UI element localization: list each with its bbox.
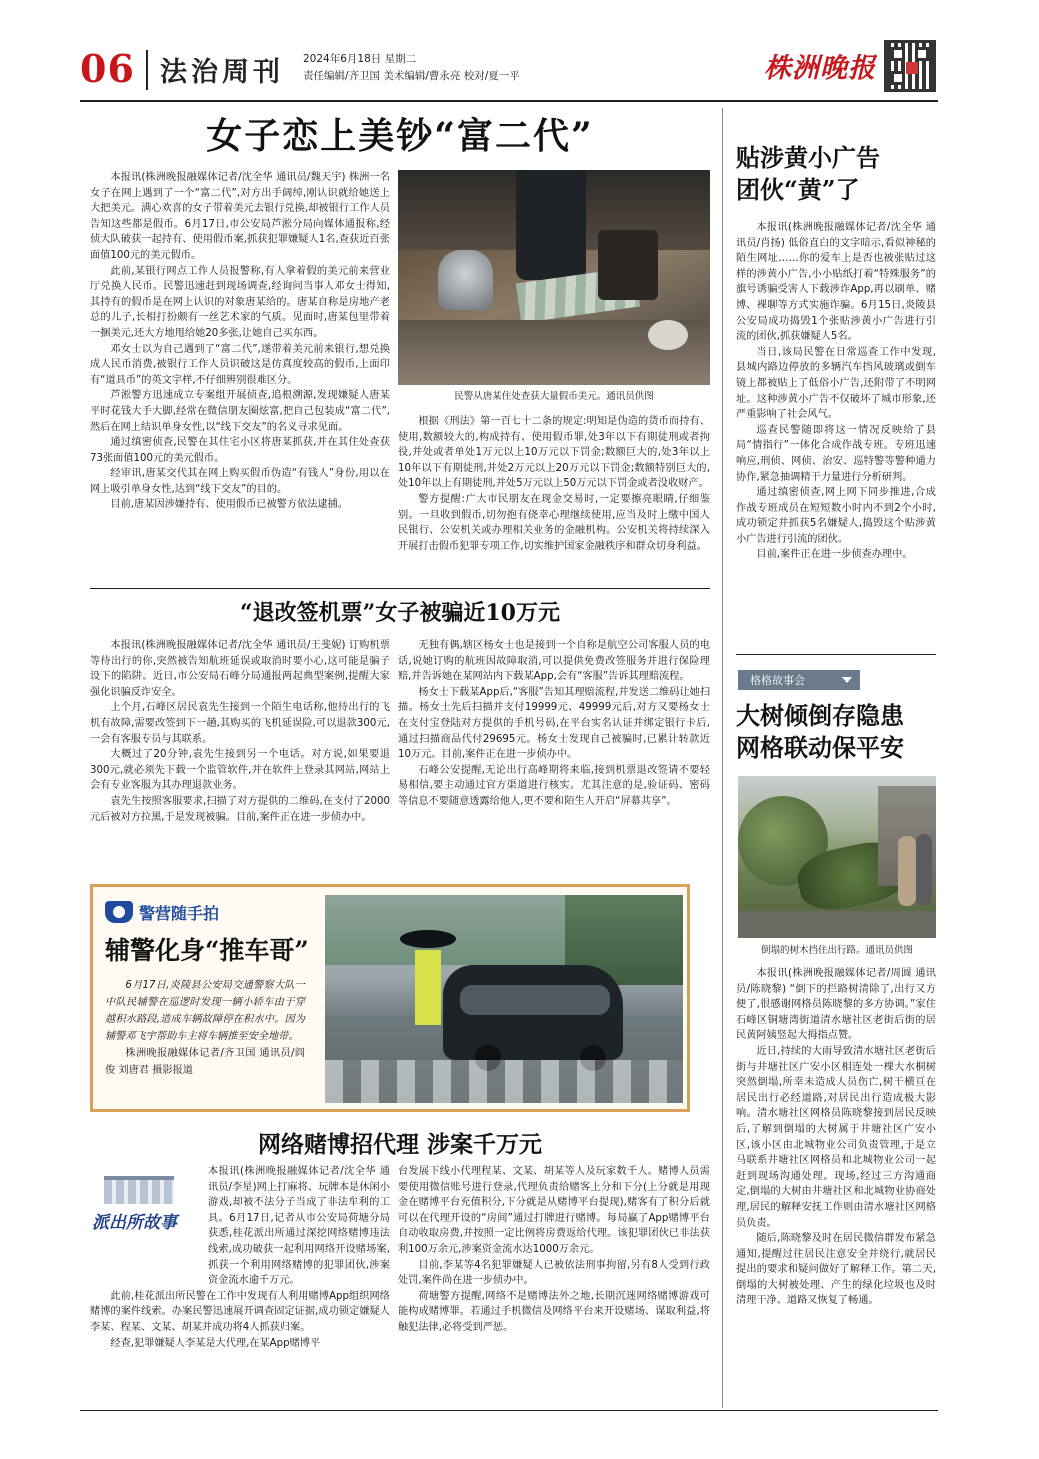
police-box-text — [105, 977, 305, 1079]
article5-paragraph: 近日,持续的大雨导致清水塘社区老街后街与井塘社区广安小区相连处一棵大水桐树突然倒塌,所幸未造成人员伤亡,树干横亘在居民出行必经道路,对居民出行造成极大影响。清水塘社区网格员陈晓黎接到居民反映后,了解到倒塌的大树属于井塘社区广安小区,该小区由北城物业公司负责管理,于是立马联系井塘社区网格员和北城物业公司一起赶到现场沟通处理。现场,经过三方沟通商定,倒塌的大树由井塘社区和北城物业协商处理,居民的解释安抚工作则由清水塘社区网格员负责。 — [736, 1045, 936, 1229]
article1-photo-caption: 民警从唐某住处查获大量假币美元。通讯员供图 — [454, 391, 654, 402]
article2-col2 — [398, 638, 710, 810]
article3-col2 — [398, 1164, 710, 1336]
article2-paragraph: 袁先生按照客服要求,扫描了对方提供的二维码,在支付了2000元后被对方拉黑,于是发现被骗。目前,案件正在进一步侦办中。 — [90, 795, 390, 823]
article2-paragraph: 石峰公安提醒,无论出行高峰期将来临,接到机票退改签请不要轻易相信,要主动通过官方渠道进行核实。尤其注意的是,验证码、密码等信息不要随意透露给他人,更不要和陌生人开启“屏幕共享”。 — [398, 764, 710, 807]
article4-title-line1: 贴涉黄小广告 — [736, 143, 880, 172]
article3-paragraph: 台发展下线小代理程某、文某、胡某等人及玩家数千人。赌博人员需要使用微信账号进行登录,代理负责给赌客上分和下分(上分就是用现金在赌博平台充值积分,下分就是从赌博平台提现),赌客有了积分后就可以在代理开设的“房间”通过打牌进行赌博。每局赢了App赌博平台自动收取房费,并按照一定比例将房费返给代理。该犯罪团伙已非法获利100万余元,涉案资金流水达1000万余元。 — [398, 1166, 710, 1255]
article1-title: 女子恋上美钞“富二代” — [206, 115, 594, 157]
article3-paragraph: 经查,犯罪嫌疑人李某是大代理,在某App赌博平 — [110, 1337, 321, 1349]
column-logo-text: 派出所故事 — [92, 1213, 177, 1233]
police-badge — [105, 899, 245, 925]
article1-paragraph: 经审讯,唐某交代其在网上购买假币伪造“有钱人”身份,用以在网上吸引单身女性,达到“线下交友”的目的。 — [90, 468, 390, 495]
article4-paragraph: 目前,案件正在进一步侦查办理中。 — [756, 549, 913, 561]
qr-code — [884, 40, 936, 92]
article2-title: “退改签机票”女子被骗近10万元 — [240, 600, 560, 626]
article4-paragraph: 巡查民警随即将这一情况反映给了县局“情指行”一体化合成作战专班。专班迅速响应,刑侦、网侦、治安、巡特警等警种通力协作,紧急抽调精干力量进行分析研判。 — [736, 424, 936, 483]
article1-photo — [398, 170, 710, 385]
article2-paragraph: 大概过了20分钟,袁先生接到另一个电话。对方说,如果要退300元,就必须先下载一个监管软件,并在软件上登录其网站,网站上会有专业客服为其办理退款业务。 — [90, 749, 390, 792]
footer-rule — [80, 1410, 938, 1411]
article4-rule — [736, 654, 936, 655]
grid-story-tag — [738, 670, 860, 690]
article1-paragraph: 警方提醒:广大市民朋友在现金交易时,一定要擦亮眼睛,仔细鉴别。一旦收到假币,切勿抱有侥幸心理继续使用,应当及时上缴中国人民银行、公安机关或办理相关业务的金融机构。公安机关将持续深入开展打击假币犯罪专项工作,切实维护国家金融秩序和群众切身利益。 — [398, 493, 710, 552]
article2-paragraph: 无独有偶,辖区杨女士也是接到一个自称是航空公司客服人员的电话,说她订购的航班因故障取消,可以提供免费改签服务并进行保险理赔,并告诉她在某网站内下载某App,会有“客服”告诉其理赔流程。 — [398, 640, 710, 683]
police-photo — [325, 895, 683, 1103]
article2-paragraph: 本报讯(株洲晚报融媒体记者/沈全华 通讯员/王斐妮) 订购机票等待出行的你,突然被告知航班延误或取消时要小心,这可能是骗子设下的陷阱。近日,市公安局石峰分局通报两起典型案例,提醒大家强化识骗反诈安全。 — [90, 640, 390, 698]
article5-title-line1: 大树倾倒存隐患 — [736, 701, 904, 730]
article5-photo-caption: 倒塌的树木挡住出行路。通讯员供图 — [760, 945, 913, 956]
police-photo-box — [90, 884, 690, 1112]
article4-paragraph: 本报讯(株洲晚报融媒体记者/沈全华 通讯员/肖扬) 低俗直白的文字暗示,看似神秘的陌生网址……你的爱车上是否也被张贴过这样的涉黄小广告,小小贴纸打着“特殊服务”的旗号诱骗受害人下载涉诈App,再以刷单、赌博、裸聊等方式实施诈骗。6月15日,炎陵县公安局成功捣毁1个张贴涉黄小广告进行引流的团伙,抓获嫌疑人5名。 — [736, 222, 936, 343]
article5-paragraph: 随后,陈晓黎及时在居民微信群发布紧急通知,提醒过往居民注意安全并绕行,就居民提出的要求和疑问做好了解释工作。第二天,倒塌的大树被处理、产生的绿化垃圾也及时清理干净、道路又恢复了畅通。 — [736, 1233, 936, 1307]
article1-paragraph: 此前,某银行网点工作人员报警称,有人拿着假的美元前来营业厅兑换人民币。民警迅速赶到现场调查,经询问当事人邓女士得知,其持有的假币是在网上认识的对象唐某给的。唐某自称是房地产老总的儿子,长相打扮颇有一丝艺术家的气质。见面时,唐某包里带着一捆美元,还大方地甩给她20多张,让她自己买东西。 — [90, 265, 390, 339]
article5-title — [736, 700, 936, 764]
page-number: 06 — [80, 46, 135, 91]
article1-paragraph: 芦淞警方迅速成立专案组开展侦查,追根溯源,发现嫌疑人唐某平时花钱大手大脚,经常在微信朋友圈炫富,把自己包装成“富二代”,然后在网上结识单身女性,以“线下交友”的名义寻求见面。 — [90, 390, 390, 433]
article4-paragraph: 当日,该局民警在日常巡查工作中发现,县城内路边停放的多辆汽车挡风玻璃或倒车镜上都被贴上了低俗小广告,还附带了不明网址。这种涉黄小广告不仅破坏了城市形象,还严重影响了社会风气。 — [736, 346, 936, 421]
article1-col2 — [398, 414, 710, 554]
section-title: 法治周刊 — [160, 57, 284, 88]
masthead-logo: 株洲晚报 — [764, 53, 876, 84]
article1-paragraph: 邓女士以为自己遇到了“富二代”,遂带着美元前来银行,想兑换成人民币消费,被银行工作人员识破这是仿真度较高的假币,上面印有“道具币”的英文字样,不仔细辨别很难区分。 — [90, 343, 390, 386]
article4-body — [736, 220, 936, 563]
article1-col1 — [90, 170, 390, 513]
article5-paragraph: 本报讯(株洲晚报融媒体记者/周圆 通讯员/陈晓黎) “倒下的拦路树清除了,出行又方便了,很感谢网格员陈晓黎的多方协调。”家住石峰区铜塘湾街道清水塘社区老街后街的居民黄阿姨竖起大拇指点赞。 — [736, 968, 936, 1042]
article3-title: 网络赌博招代理 涉案千万元 — [257, 1131, 542, 1158]
right-column-divider — [722, 108, 723, 1408]
article3-paragraph: 荷塘警方提醒,网络不是赌博法外之地,长期沉迷网络赌博游戏可能构成赌博罪。若通过手机微信及网络平台来开设赌场、谋取利益,将触犯法律,必将受到严惩。 — [398, 1290, 710, 1333]
article1-paragraph: 根据《刑法》第一百七十二条的规定:明知是伪造的货币而持有、使用,数额较大的,构成持有、使用假币罪,处3年以下有期徒刑或者拘役,并处或者单处1万元以上10万元以下罚金;数额巨大的,处3年以上10年以下有期徒刑,并处2万元以上20万元以下罚金;数额特别巨大的,处10年以上有期徒刑,并处5万元以上50万元以下罚金或者没收财产。 — [398, 416, 710, 490]
police-badge-label: 警营随手拍 — [139, 903, 220, 923]
article1-paragraph: 目前,唐某因涉嫌持有、使用假币已被警方依法逮捕。 — [110, 499, 348, 511]
article2-col1 — [90, 638, 390, 825]
police-box-paragraph: 6月17日,炎陵县公安局交通警察大队一中队民辅警在巡逻时发现一辆小轿车由于穿越积水路段,造成车辆故障停在积水中。因为辅警邓飞宇帮助车主将车辆推至安全地带。 — [105, 980, 305, 1042]
article3-col1 — [90, 1164, 390, 1351]
triangle-down-icon — [842, 677, 852, 683]
header-divider — [146, 50, 148, 90]
article4-title-line2: 团伙“黄”了 — [736, 175, 860, 204]
date-line: 2024年6月18日 星期二 — [303, 53, 417, 65]
police-box-title: 辅警化身“推车哥” — [105, 936, 309, 965]
article3-paragraph: 本报讯(株洲晚报融媒体记者/沈全华 通讯员/李星)网上打麻将、玩牌本是休闲小游戏,却被不法分子当成了非法牟利的工具。6月17日,记者从市公安局荷塘分局获悉,桂花派出所通过深挖网络赌博违法线索,成功破获一起利用网络开设赌场案,抓获一个利用网络赌博的犯罪团伙,涉案资金流水逾千万元。 — [208, 1166, 390, 1287]
article5-title-line2: 网格联动保平安 — [736, 733, 904, 762]
police-box-credit: 株洲晚报融媒体记者/齐卫国 通讯员/阎俊 刘唐君 摄影报道 — [105, 1048, 305, 1076]
article2-paragraph: 杨女士下载某App后,“客服”告知其理赔流程,并发送二维码让她扫描。杨女士先后扫描并支付19999元、49999元后,对方又要杨女士在支付宝登陆对方提供的手机号码,在平台实名认证并绑定银行卡后,通过扫描商品代付29695元。杨女士发现自己被骗时,已累计转款近10万元。目前,案件正在进一步侦办中。 — [398, 686, 711, 761]
article1-rule — [90, 588, 710, 589]
article2-paragraph: 上个月,石峰区居民袁先生接到一个陌生电话称,他待出行的飞机有故障,需要改签到下一趟,其购买的飞机延误险,可以退款300元,一会有客服专员与其联系。 — [90, 702, 390, 745]
article4-paragraph: 通过缜密侦查,网上网下同步推进,合成作战专班成员在短短数小时内不到2个小时,成功锁定并抓获5名嫌疑人,捣毁这个贴涉黄小广告进行引流的团伙。 — [736, 487, 936, 545]
article3-paragraph: 此前,桂花派出所民警在工作中发现有人利用赌博App组织网络赌博的案件线索。办案民警迅速展开调查固定证据,成功锁定嫌疑人李某、程某、文某、胡某并成功将4人抓获归案。 — [90, 1290, 390, 1333]
grid-story-tag-label: 格格故事会 — [750, 674, 805, 687]
article4-title — [736, 142, 936, 206]
page-header — [80, 40, 960, 98]
article1-paragraph: 通过缜密侦查,民警在其住宅小区将唐某抓获,并在其住处查获73张面值100元的美元假币。 — [90, 437, 390, 464]
article5-photo — [738, 776, 936, 938]
article3-paragraph: 目前,李某等4名犯罪嫌疑人已被依法刑事拘留,另有8人受到行政处罚,案件尚在进一步侦办中。 — [398, 1259, 710, 1287]
editors-line: 责任编辑/齐卫国 美术编辑/曹永亮 校对/夏一平 — [303, 70, 520, 82]
police-shield-icon — [105, 901, 133, 923]
article5-body — [736, 966, 936, 1309]
header-rule — [80, 100, 938, 102]
article1-paragraph: 本报讯(株洲晚报融媒体记者/沈全华 通讯员/魏天宇) 株洲一名女子在网上遇到了一个“富二代”,对方出手阔绰,刚认识就给她送上大把美元。满心欢喜的女子带着美元去银行兑换,却被银行工作人员告知这些都是假币。6月17日,市公安局芦淞分局向媒体通报称,经侦大队破获一起持有、使用假币案,抓获犯罪嫌疑人1名,查获近百张面值100元的美元假币。 — [90, 172, 390, 261]
